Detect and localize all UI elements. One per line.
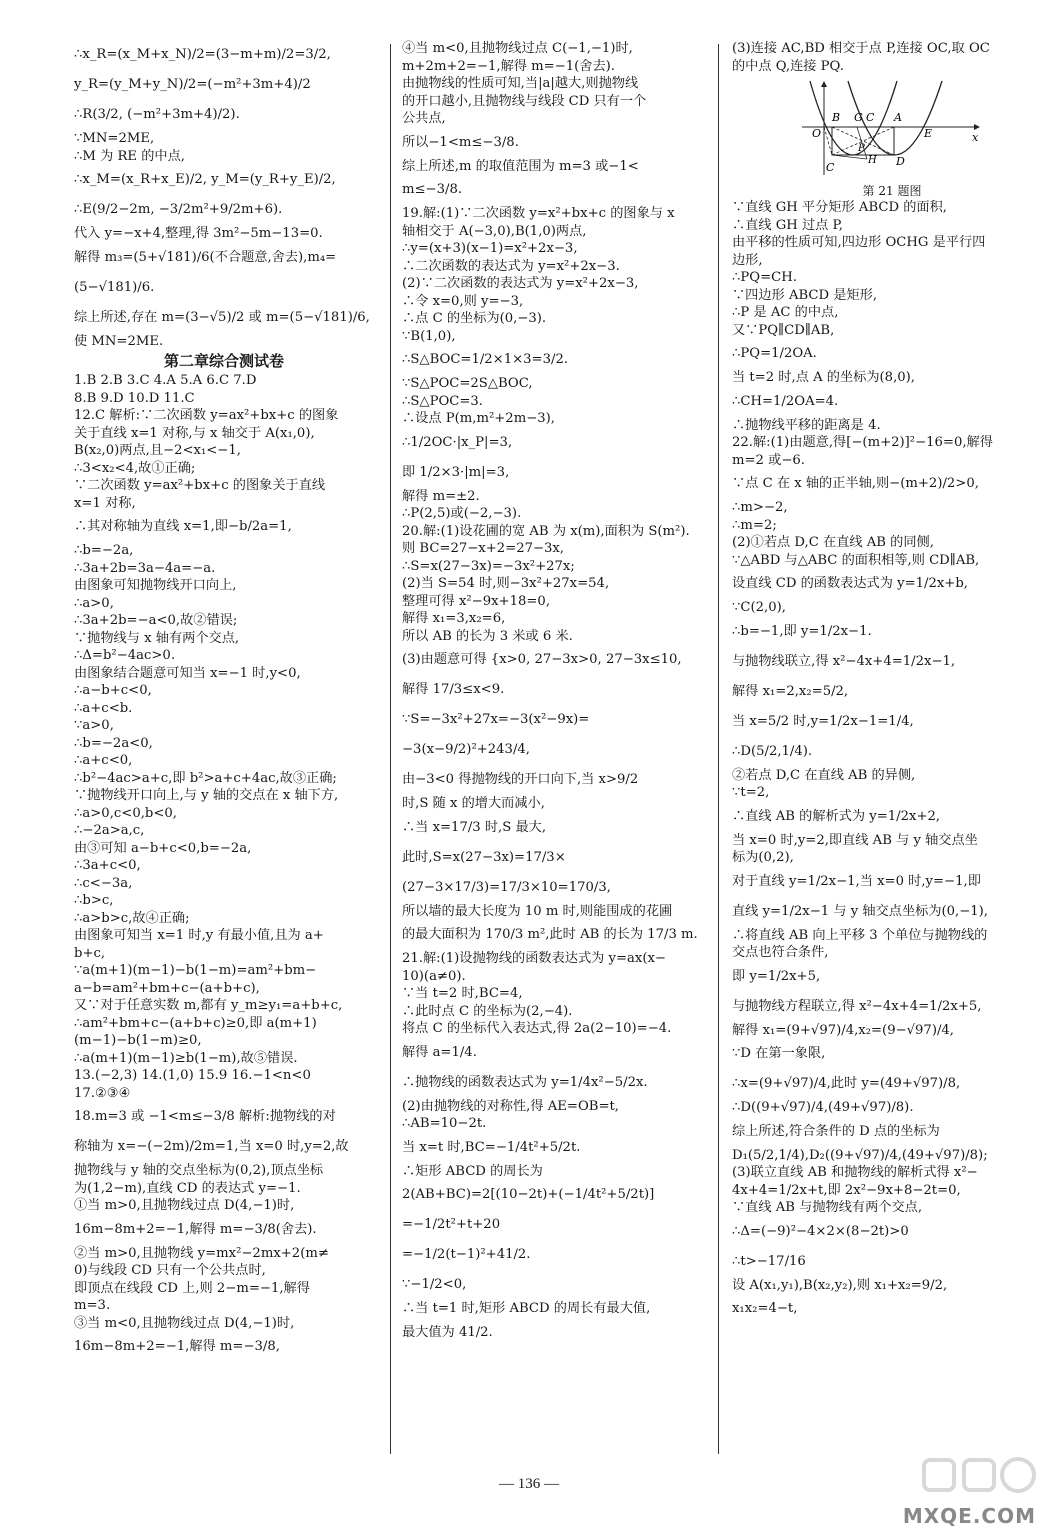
fig-label-d: D (896, 155, 905, 168)
text-line: 由图象可知当 x=1 时,y 有最小值,且为 a+ (74, 928, 324, 943)
text-line: 20.解:(1)设花圃的宽 AB 为 x(m),面积为 S(m²). (402, 523, 690, 539)
text-line: ∴Δ=(−9)²−4×2×(8−2t)>0 (732, 1223, 909, 1239)
text-line: (3)联立直线 AB 和抛物线的解析式得 x²− (732, 1165, 978, 1180)
answer-line: 17.②③④ (74, 1085, 131, 1101)
text-line: ②当 m>0,且抛物线 y=mx²−2mx+2(m≠ (74, 1245, 329, 1261)
text-line: 21.解:(1)设抛物线的函数表达式为 y=ax(x− (402, 951, 666, 966)
text-line: ∴a+c<0, (74, 753, 133, 768)
text-line: ∴a>0, (74, 595, 114, 611)
text-line: ∴抛物线的函数表达式为 y=1/4x²−5/2x. (402, 1074, 648, 1090)
text-line: ①当 m>0,且抛物线过点 D(4,−1)时, (74, 1198, 295, 1213)
text-line: ∴m>−2, (732, 500, 788, 515)
text-line: y_R=(y_M+y_N)/2=(−m²+3m+4)/2 (74, 77, 311, 92)
text-line: ∴a+c<b. (74, 700, 133, 716)
fig-label-e: E (924, 127, 933, 140)
answer-line: 8.B 9.D 10.D 11.C (74, 390, 195, 406)
text-line: ∴P 是 AC 的中点, (732, 305, 839, 320)
text-line: 19.解:(1)∵二次函数 y=x²+bx+c 的图象与 x (402, 206, 675, 221)
text-line: 10)(a≠0). (402, 968, 466, 984)
text-line: 由③可知 a−b+c<0,b=−2a, (74, 840, 252, 856)
text-line: ④当 m<0,且抛物线过点 C(−1,−1)时, (402, 41, 633, 56)
text-line: ∴x_R=(x_M+x_N)/2=(3−m+m)/2=3/2, (74, 47, 331, 62)
text-line: ∵−1/2<0, (402, 1277, 467, 1292)
text-line: 当 x=0 时,y=2,即直线 AB 与 y 轴交点坐 (732, 832, 978, 848)
text-line: ∵点 C 在 x 轴的正半轴,则−(m+2)/2>0, (732, 476, 979, 491)
text-line: 解得 x₁=(9+√97)/4,x₂=(9−√97)/4, (732, 1022, 954, 1038)
text-line: 的中点 Q,连接 PQ. (732, 58, 844, 74)
text-line: 当 x=t 时,BC=−1/4t²+5/2t. (402, 1139, 581, 1155)
text-line: B(x₂,0)两点,且−2<x₁<−1, (74, 443, 241, 458)
text-line: 解得 m₃=(5+√181)/6(不合题意,舍去),m₄= (74, 249, 337, 265)
text-line: ∴1/2OC·|x_P|=3, (402, 434, 513, 450)
text-line: 12.C 解析:∵二次函数 y=ax²+bx+c 的图象 (74, 408, 339, 423)
text-line: ∴当 t=1 时,矩形 ABCD 的周长有最大值, (402, 1301, 651, 1316)
text-line: 标为(0,2), (732, 850, 794, 865)
column-left (74, 40, 374, 1362)
text-line: 即顶点在线段 CD 上,则 2−m=−1,解得 (74, 1280, 310, 1296)
fig-label-c: C (866, 111, 875, 124)
text-line: 轴相交于 A(−3,0),B(1,0)两点, (402, 223, 587, 239)
text-line: 当 t=2 时,点 A 的坐标为(8,0), (732, 370, 915, 385)
text-line: ∵B(1,0), (402, 328, 456, 344)
text-line: 22.解:(1)由题意,得[−(m+2)]²−16=0,解得 (732, 435, 993, 450)
text-line: 解得 m=±2. (402, 488, 480, 504)
text-line: ∴R(3/2, (−m²+3m+4)/2). (74, 107, 240, 122)
text-line: 对于直线 y=1/2x−1,当 x=0 时,y=−1,即 (732, 873, 981, 889)
text-line: 时,S 随 x 的增大而减小, (402, 796, 545, 811)
text-line: 的最大面积为 170/3 m²,此时 AB 的长为 17/3 m. (402, 927, 698, 942)
text-line: ∴S△POC=3. (402, 393, 483, 409)
text-line: ∴S=x(27−3x)=−3x²+27x; (402, 558, 575, 574)
text-line: (m−1)−b(1−m)≥0, (74, 1033, 202, 1048)
text-line: ∴3<x₂<4,故①正确; (74, 460, 196, 476)
text-line: −3(x−9/2)²+243/4, (402, 742, 530, 757)
text-line: (2)当 S=54 时,则−3x²+27x=54, (402, 576, 610, 591)
text-line: (2)①若点 D,C 在直线 AB 的同侧, (732, 535, 934, 550)
text-line: ∴c<−3a, (74, 875, 133, 891)
text-line: 又∵PQ∥CD∥AB, (732, 322, 835, 338)
fig-label-x: x (972, 131, 979, 144)
text-line: ∵直线 GH 平分矩形 ABCD 的面积, (732, 200, 947, 215)
text-line: (3)由题意可得 {x>0, 27−3x>0, 27−3x≤10, (402, 652, 682, 667)
text-line: ∴当 x=17/3 时,S 最大, (402, 819, 547, 835)
text-line: 关于直线 x=1 对称,与 x 轴交于 A(x₁,0), (74, 425, 315, 441)
text-line: D₁(5/2,1/4),D₂((9+√97)/4,(49+√97)/8); (732, 1147, 988, 1163)
text-line: 解得 x₁=3,x₂=6, (402, 611, 506, 626)
text-line: ∴b>c, (74, 893, 114, 908)
text-line: 的开口越小,且抛物线与线段 CD 只有一个 (402, 93, 647, 109)
text-line: 与抛物线方程联立,得 x²−4x+4=1/2x+5, (732, 998, 982, 1014)
text-line: 则 BC=27−x+2=27−3x, (402, 541, 565, 556)
text-line: 即 y=1/2x+5, (732, 968, 821, 984)
text-line: ∵△ABD 与△ABC 的面积相等,则 CD∥AB, (732, 552, 980, 568)
text-line: 18.m=3 或 −1<m≤−3/8 解析:抛物线的对 (74, 1109, 336, 1124)
text-line: a−b=am²+bm+c−(a+b+c), (74, 980, 260, 996)
answer-line: 13.(−2,3) 14.(1,0) 15.9 16.−1<n<0 (74, 1068, 311, 1083)
text-line: 直线 y=1/2x−1 与 y 轴交点坐标为(0,−1), (732, 903, 989, 919)
text-line: ∴抛物线平移的距离是 4. (732, 417, 881, 433)
text-line: ∴其对称轴为直线 x=1,即−b/2a=1, (74, 519, 292, 534)
text-line: 所以 AB 的长为 3 米或 6 米. (402, 628, 573, 644)
text-line: 最大值为 41/2. (402, 1324, 493, 1340)
text-line: (3)连接 AC,BD 相交于点 P,连接 OC,取 OC (732, 41, 990, 56)
text-line: ∴3a+2b=−a<0,故②错误; (74, 613, 238, 628)
text-line: ∴3a+2b=3a−4a=−a. (74, 560, 216, 576)
text-line: ∴b=−2a, (74, 543, 134, 558)
text-line: m≤−3/8. (402, 182, 463, 197)
fig-label-o: O (812, 127, 822, 140)
text-line: 即 1/2×3·|m|=3, (402, 464, 510, 480)
text-line: ∵a>0, (74, 718, 114, 733)
text-line: (5−√181)/6. (74, 279, 155, 295)
text-line: ③当 m<0,且抛物线过点 D(4,−1)时, (74, 1315, 295, 1331)
text-line: ∴t>−17/16 (732, 1253, 806, 1269)
text-line: 解得 a=1/4. (402, 1044, 477, 1060)
text-line: ∴y=(x+3)(x−1)=x²+2x−3, (402, 241, 578, 256)
fig-label-a: A (894, 111, 902, 124)
text-line: 由图象可知抛物线开口向上, (74, 578, 237, 593)
text-line: (27−3×17/3)=17/3×10=170/3, (402, 879, 611, 895)
text-line: ∴x_M=(x_R+x_E)/2, y_M=(y_R+y_E)/2, (74, 172, 336, 187)
text-line: m=2 或−6. (732, 452, 805, 468)
text-line: ∴−2a>a,c, (74, 823, 145, 838)
text-line: 称轴为 x=−(−2m)/2m=1,当 x=0 时,y=2,故 (74, 1139, 349, 1154)
text-line: ∴a>0,c<0,b<0, (74, 805, 177, 821)
text-line: ∴PQ=1/2OA. (732, 346, 817, 361)
text-line: ∵抛物线与 x 轴有两个交点, (74, 630, 240, 646)
text-line: 将点 C 的坐标代入表达式,得 2a(2−10)=−4. (402, 1021, 672, 1036)
text-line: ∴PQ=CH. (732, 270, 797, 285)
text-line: ∵抛物线开口向上,与 y 轴的交点在 x 轴下方, (74, 788, 339, 803)
text-line: ∴将直线 AB 向上平移 3 个单位与抛物线的 (732, 927, 988, 943)
text-line: ∴点 C 的坐标为(0,−3). (402, 311, 547, 326)
text-line: 所以−1<m≤−3/8. (402, 134, 519, 150)
text-line: ∴P(2,5)或(−2,−3). (402, 506, 522, 521)
text-line: ∴S△BOC=1/2×1×3=3/2. (402, 352, 569, 367)
fig-label-b: B (832, 111, 841, 124)
text-line: ∵MN=2ME, (74, 131, 155, 146)
text-line: 16m−8m+2=−1,解得 m=−3/8, (74, 1339, 280, 1354)
text-line: ∵二次函数 y=ax²+bx+c 的图象关于直线 (74, 478, 326, 493)
text-line: ∴a(m+1)(m−1)≥b(1−m),故⑤错误. (74, 1050, 298, 1066)
text-line: 综上所述,符合条件的 D 点的坐标为 (732, 1123, 940, 1139)
text-line: 又∵对于任意实数 m,都有 y_m≥y₁=a+b+c, (74, 998, 343, 1013)
text-line: ∴am²+bm+c−(a+b+c)≥0,即 a(m+1) (74, 1015, 317, 1031)
text-line: ∴E(9/2−2m, −3/2m²+9/2m+6). (74, 202, 283, 217)
text-line: ∴Δ=b²−4ac>0. (74, 648, 176, 663)
text-line: 代入 y=−x+4,整理,得 3m²−5m−13=0. (74, 226, 323, 241)
text-line: 4x+4=1/2x+t,即 2x²−9x+8−2t=0, (732, 1182, 961, 1198)
text-line: 由抛物线的性质可知,当|a|越大,则抛物线 (402, 76, 639, 91)
text-line: 解得 x₁=2,x₂=5/2, (732, 683, 849, 699)
text-line: ∵四边形 ABCD 是矩形, (732, 287, 878, 303)
column-right (732, 40, 1034, 1324)
text-line: ∴b²−4ac>a+c,即 b²>a+c+4ac,故③正确; (74, 770, 337, 786)
text-line: 与抛物线联立,得 x²−4x+4=1/2x−1, (732, 653, 956, 669)
text-line: 此时,S=x(27−3x)=17/3× (402, 849, 566, 865)
text-line: ∴b=−2a<0, (74, 735, 153, 751)
text-line: ∵S=−3x²+27x=−3(x²−9x)= (402, 712, 590, 727)
section-title: 第二章综合测试卷 (163, 352, 284, 370)
fig-label-g: G (854, 111, 863, 124)
text-line: ∴3a+c<0, (74, 858, 141, 873)
fig-label-c2: C (826, 161, 835, 174)
text-line: 所以墙的最大长度为 10 m 时,则能围成的花圃 (402, 903, 673, 919)
figure-graph (802, 79, 982, 179)
page-number: — 136 — (499, 1476, 559, 1492)
text-line: ∵S△POC=2S△BOC, (402, 376, 533, 391)
text-line: ∴D((9+√97)/4,(49+√97)/8). (732, 1100, 914, 1115)
fig-label-h: H (868, 155, 877, 166)
text-line: 2(AB+BC)=2[(10−2t)+(−1/4t²+5/2t)] (402, 1187, 655, 1202)
watermark-text: MXQE.COM (902, 1504, 1036, 1528)
answer-line: 1.B 2.B 3.C 4.A 5.A 6.C 7.D (74, 373, 257, 388)
text-line: 0)与线段 CD 只有一个公共点时, (74, 1263, 266, 1278)
text-line: ∴直线 GH 过点 P, (732, 217, 843, 233)
text-line: ∵D 在第一象限, (732, 1046, 826, 1061)
text-line: 综上所述,存在 m=(3−√5)/2 或 m=(5−√181)/6, (74, 309, 370, 325)
text-line: ∴x=(9+√97)/4,此时 y=(49+√97)/8, (732, 1076, 961, 1091)
text-line: (2)∵二次函数的表达式为 y=x²+2x−3, (402, 276, 639, 291)
text-line: =−1/2t²+t+20 (402, 1217, 501, 1232)
text-line: ∴AB=10−2t. (402, 1116, 487, 1131)
page-number-value: 136 (517, 1476, 541, 1492)
text-line: ∴矩形 ABCD 的周长为 (402, 1163, 543, 1179)
text-line: ∴二次函数的表达式为 y=x²+2x−3. (402, 258, 620, 274)
text-line: 使 MN=2ME. (74, 333, 164, 349)
text-line: ∴m=2; (732, 517, 777, 533)
text-line: 公共点, (402, 111, 446, 126)
text-line: x=1 对称, (74, 495, 136, 511)
text-line: ∴此时点 C 的坐标为(2,−4). (402, 1003, 573, 1019)
text-line: ∵C(2,0), (732, 600, 786, 615)
column-divider (718, 44, 719, 1454)
text-line: =−1/2(t−1)²+41/2. (402, 1247, 531, 1262)
text-line: 边形, (732, 252, 763, 268)
text-line: 16m−8m+2=−1,解得 m=−3/8(舍去). (74, 1221, 317, 1237)
parabola-figure (802, 79, 982, 199)
text-line: 抛物线与 y 轴的交点坐标为(0,2),顶点坐标 (74, 1163, 324, 1178)
text-line: 由−3<0 得抛物线的开口向下,当 x>9/2 (402, 772, 639, 787)
text-line: (2)由抛物线的对称性,得 AE=OB=t, (402, 1098, 619, 1114)
text-line: 设直线 CD 的函数表达式为 y=1/2x+b, (732, 576, 968, 591)
text-line: ∵a(m+1)(m−1)−b(1−m)=am²+bm− (74, 963, 317, 978)
text-line: ∵直线 AB 与抛物线有两个交点, (732, 1200, 923, 1215)
text-line: 交点也符合条件, (732, 945, 829, 960)
text-line: x₁x₂=4−t, (732, 1301, 798, 1316)
text-line: ∴a−b+c<0, (74, 683, 152, 698)
text-line: 为(1,2−m),直线 CD 的表达式 y=−1. (74, 1180, 301, 1196)
text-line: ∴令 x=0,则 y=−3, (402, 293, 524, 309)
text-line: ∴b=−1,即 y=1/2x−1. (732, 623, 872, 639)
fig-label-p: P (858, 143, 865, 154)
text-line: 当 x=5/2 时,y=1/2x−1=1/4, (732, 713, 914, 729)
text-line: 由平移的性质可知,四边形 OCHG 是平行四 (732, 235, 986, 250)
figure-caption: 第 21 题图 (862, 184, 922, 198)
text-line: ∴a>b>c,故④正确; (74, 910, 190, 926)
text-line: 由图象结合题意可知当 x=−1 时,y<0, (74, 665, 301, 681)
column-divider (390, 44, 391, 1454)
text-line: ∴直线 AB 的解析式为 y=1/2x+2, (732, 808, 941, 824)
text-line: ∵当 t=2 时,BC=4, (402, 986, 523, 1001)
text-line: ∴M 为 RE 的中点, (74, 148, 185, 164)
text-line: 设 A(x₁,y₁),B(x₂,y₂),则 x₁+x₂=9/2, (732, 1277, 948, 1293)
text-line: ∵t=2, (732, 785, 770, 800)
text-line: m=3. (74, 1298, 111, 1313)
text-line: ∴设点 P(m,m²+2m−3), (402, 411, 555, 426)
text-line: 解得 17/3≤x<9. (402, 682, 505, 697)
text-line: b+c, (74, 945, 106, 961)
column-middle (402, 40, 702, 1348)
text-line: ∴D(5/2,1/4). (732, 743, 813, 759)
text-line: ②若点 D,C 在直线 AB 的异侧, (732, 767, 916, 783)
text-line: 综上所述,m 的取值范围为 m=3 或−1< (402, 158, 639, 174)
text-line: ∴CH=1/2OA=4. (732, 393, 839, 409)
text-line: 整理可得 x²−9x+18=0, (402, 593, 551, 609)
text-line: m+2m+2=−1,解得 m=−1(舍去). (402, 58, 615, 74)
